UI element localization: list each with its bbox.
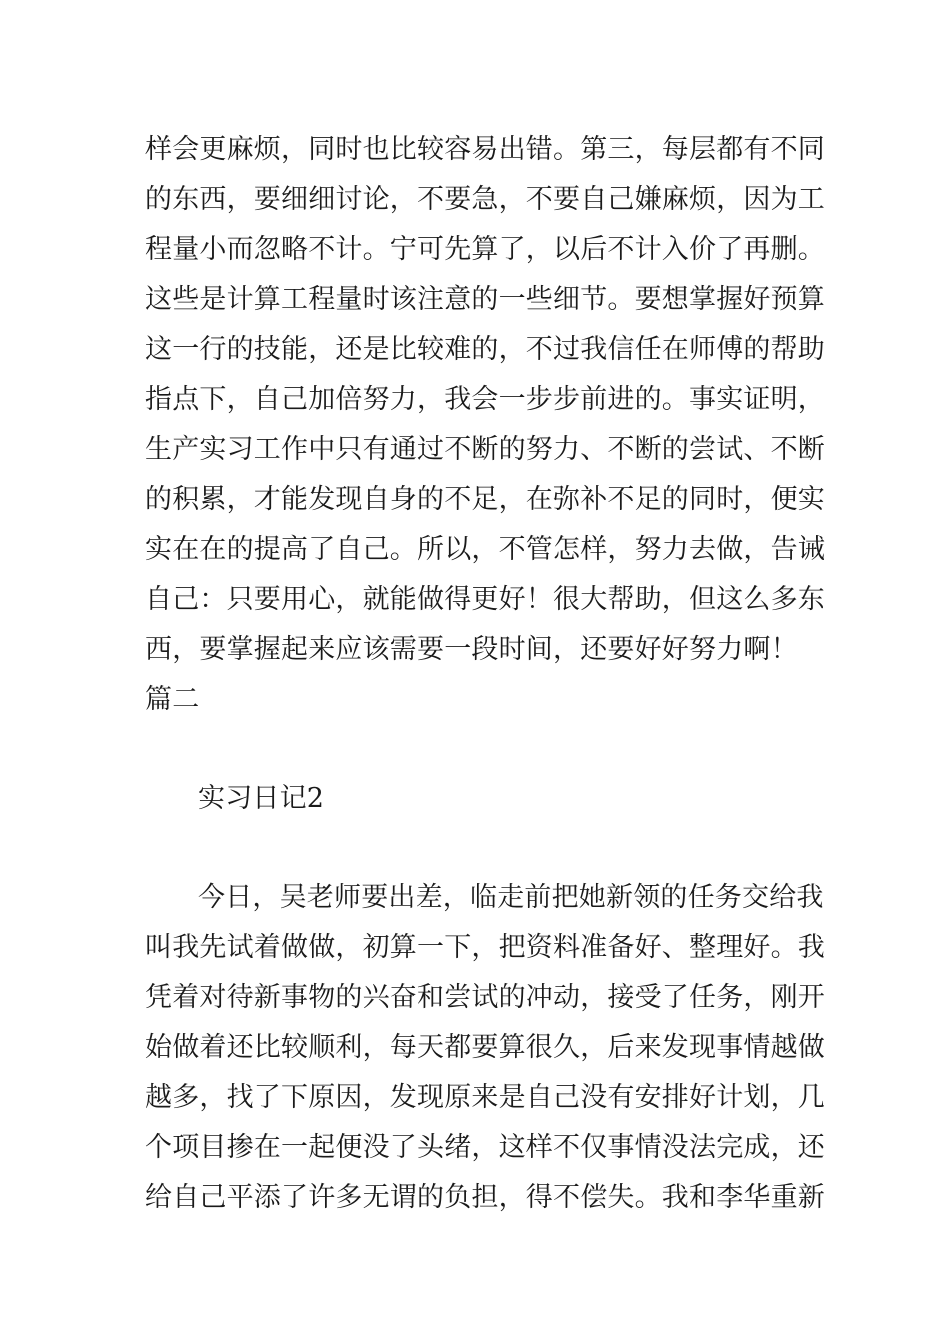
section-label: 篇二 — [145, 684, 200, 715]
paragraph-line: 这些是计算工程量时该注意的一些细节。要想掌握好预算 — [145, 284, 825, 315]
paragraph-line: 生产实习工作中只有通过不断的努力、不断的尝试、不断 — [145, 434, 825, 465]
paragraph-line: 给自己平添了许多无谓的负担，得不偿失。我和李华重新 — [145, 1182, 825, 1213]
paragraph-line: 个项目掺在一起便没了头绪，这样不仅事情没法完成，还 — [145, 1132, 825, 1163]
diary-title: 实习日记2 — [198, 783, 325, 814]
paragraph-line: 今日，吴老师要出差，临走前把她新领的任务交给我 — [198, 882, 824, 913]
paragraph-line: 始做着还比较顺利，每天都要算很久，后来发现事情越做 — [145, 1032, 825, 1063]
paragraph-line: 程量小而忽略不计。宁可先算了，以后不计入价了再删。 — [145, 234, 825, 265]
paragraph-line: 的东西，要细细讨论，不要急，不要自己嫌麻烦，因为工 — [145, 184, 825, 215]
paragraph-line: 指点下，自己加倍努力，我会一步步前进的。事实证明， — [145, 384, 825, 415]
paragraph-line: 样会更麻烦，同时也比较容易出错。第三，每层都有不同 — [145, 134, 825, 165]
paragraph-line: 实在在的提高了自己。所以，不管怎样，努力去做，告诫 — [145, 534, 825, 565]
paragraph-line: 叫我先试着做做，初算一下，把资料准备好、整理好。我 — [145, 932, 825, 963]
paragraph-line: 的积累，才能发现自身的不足，在弥补不足的同时，便实 — [145, 484, 825, 515]
paragraph-line: 自己：只要用心，就能做得更好！很大帮助，但这么多东 — [145, 584, 825, 615]
paragraph-line: 这一行的技能，还是比较难的，不过我信任在师傅的帮助 — [145, 334, 825, 365]
paragraph-line: 凭着对待新事物的兴奋和尝试的冲动，接受了任务，刚开 — [145, 982, 825, 1013]
paragraph-line: 越多，找了下原因，发现原来是自己没有安排好计划，几 — [145, 1082, 825, 1113]
paragraph-line: 西，要掌握起来应该需要一段时间，还要好好努力啊！ — [145, 634, 798, 665]
